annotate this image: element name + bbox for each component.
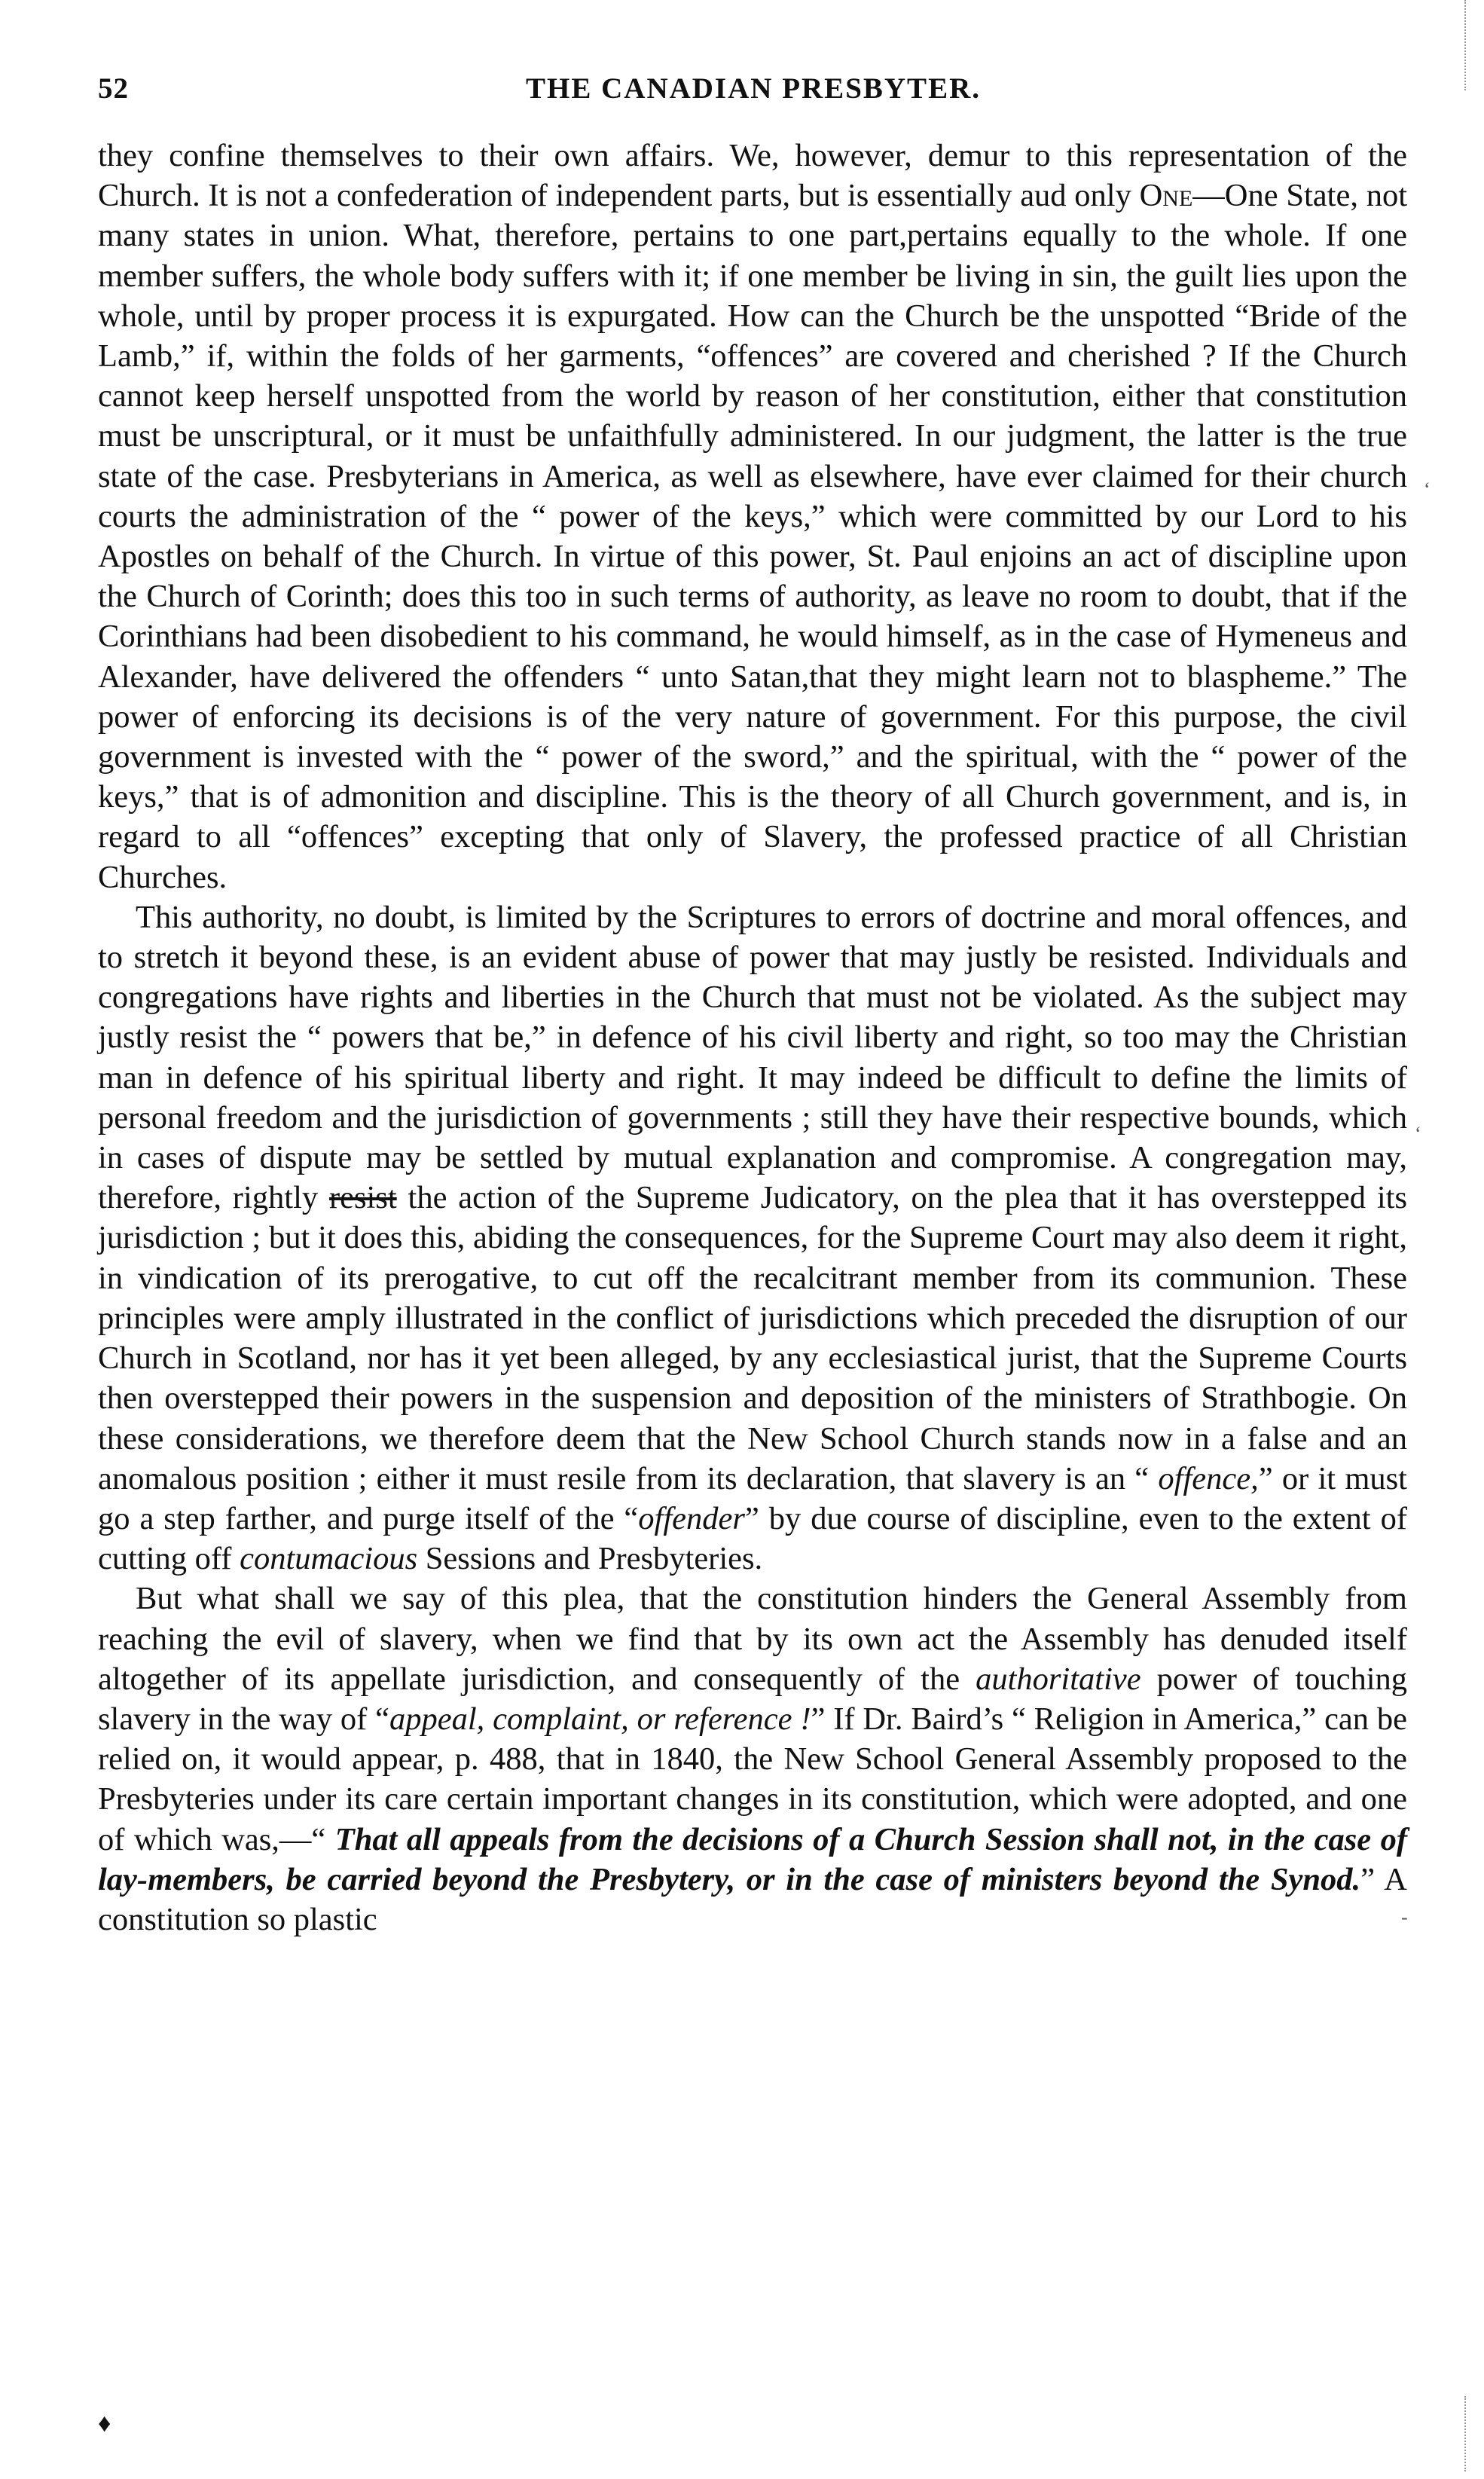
running-head: THE CANADIAN PRESBYTER. <box>526 72 981 105</box>
body-text <box>98 136 1407 1939</box>
text-run: ” If Dr. Baird’s “ Religion in America,” can be relied on, it would appear, p. 488, that in 1840, the New School General Assembly proposed to the Presbyteries under its care certain important changes in its constitution, which were adopted, and one of which was,—“ <box>98 1701 1407 1857</box>
struck-text: resist <box>328 1180 397 1216</box>
text-run: ” A constitution so plastic <box>98 1861 1407 1937</box>
margin-mark: ‘ <box>1424 478 1431 500</box>
text-run: Sessions and Presbyteries. <box>417 1541 763 1577</box>
text-run: But what shall we say of this plea, that the constitution hinders the General Assembly from reaching the evil of slavery, when we find that by its own act the Assembly has denuded itself altogether of its appellate jurisdiction, and consequently of the <box>98 1581 1407 1697</box>
italic-text: authoritative <box>976 1661 1141 1697</box>
margin-mark: - <box>1401 1906 1408 1928</box>
ornament-mark: ♦ <box>98 2410 111 2438</box>
italic-text: offence, <box>1158 1460 1259 1496</box>
text-run: the action of the Supreme Judicatory, on the plea that it has overstepped its jurisdiction ; but it does this, abiding the consequences, for the Supreme Court may also deem it right, in vindication of its prerogative, to cut off the recalcitrant member from its communion. These principles were amply illustrated in the conflict of jurisdictions which preceded the disruption of our Church in Scotland, nor has it yet been alleged, by any ecclesiastical jurist, that the Supreme Courts then overstepped their powers in the suspension and deposition of the ministers of Strathbogie. On these considerations, we therefore deem that the New School Church stands now in a false and an anomalous position ; either it must resile from its declaration, that slavery is an “ <box>98 1180 1408 1496</box>
text-run: —One State, not many states in union. What, therefore, pertains to one part,pertains equally to the whole. If one member suffers, the whole body suffers with it; if one member be living in sin, the guilt lies upon the whole, until by proper process it is expurgated. How can the Church be the unspotted “Bride of the Lamb,” if, within the folds of her garments, “offences” are covered and cherished ? If the Church cannot keep herself unspotted from the world by reason of her constitution, either that constitution must be unscriptural, or it must be unfaithfully administered. In our judgment, the latter is the true state of the case. Presbyterians in America, as well as elsewhere, have ever claimed for their church courts the administration of the “ power of the keys,” which were committed by our Lord to his Apostles on behalf of the Church. In virtue of this power, St. Paul enjoins an act of discipline upon the Church of Corinth; does this too in such terms of authority, as leave no room to doubt, that if the Corinthians had been disobedient to his command, he would himself, as in the case of Hymeneus and Alexander, have delivered the offenders “ unto Satan,that they might learn not to blaspheme.” The power of enforcing its decisions is of the very nature of government. For this purpose, the civil government is invested with the “ power of the sword,” and the spiritual, with the “ power of the keys,” that is of admonition and discipline. This is the theory of all Church government, and is, in regard to all “offences” excepting that only of Slavery, the professed practice of all Christian Churches. <box>98 178 1408 895</box>
page-header <box>98 72 1409 117</box>
text-run: ” or it must go a step farther, and purge itself of the “ <box>98 1460 1407 1536</box>
margin-mark: ‘ <box>1415 1123 1421 1145</box>
text-run: power of touching slavery in the way of “ <box>98 1661 1408 1737</box>
emphasized-quotation: That all appeals from the decisions of a Church Session shall not, in the case of lay-members, be carried beyond the Presbytery, or in the case of ministers beyond the Synod. <box>98 1821 1407 1897</box>
scan-edge-mark <box>1464 2396 1466 2471</box>
italic-text: offender <box>638 1500 745 1536</box>
scan-edge-mark <box>1464 0 1466 90</box>
text-run: ” by due course of discipline, even to the extent of cutting off <box>98 1500 1407 1577</box>
text-run: This authority, no doubt, is limited by the Scriptures to errors of doctrine and moral offences, and to stretch it beyond these, is an evident abuse of power that may justly be resisted. Individuals and congregations have rights and liberties in the Church that must not be violated. As the subject may justly resist the “ powers that be,” in defence of his civil liberty and right, so too may the Christian man in defence of his spiritual liberty and right. It may indeed be difficult to define the limits of personal freedom and the jurisdiction of governments ; still they have their respective bounds, which in cases of dispute may be settled by mutual explanation and compromise. A congregation may, therefore, rightly <box>98 899 1407 1216</box>
italic-text: contumacious <box>240 1541 418 1577</box>
page-number: 52 <box>98 72 129 105</box>
paragraph <box>98 1579 1407 1939</box>
paragraph <box>98 136 1407 897</box>
text-run: they confine themselves to their own affairs. We, however, demur to this representation of the Church. It is not a confederation of independent parts, but is essentially aud only <box>98 138 1407 214</box>
italic-text: appeal, complaint, or reference ! <box>389 1701 811 1737</box>
paragraph <box>98 897 1407 1579</box>
small-caps-text: One <box>1139 178 1193 214</box>
